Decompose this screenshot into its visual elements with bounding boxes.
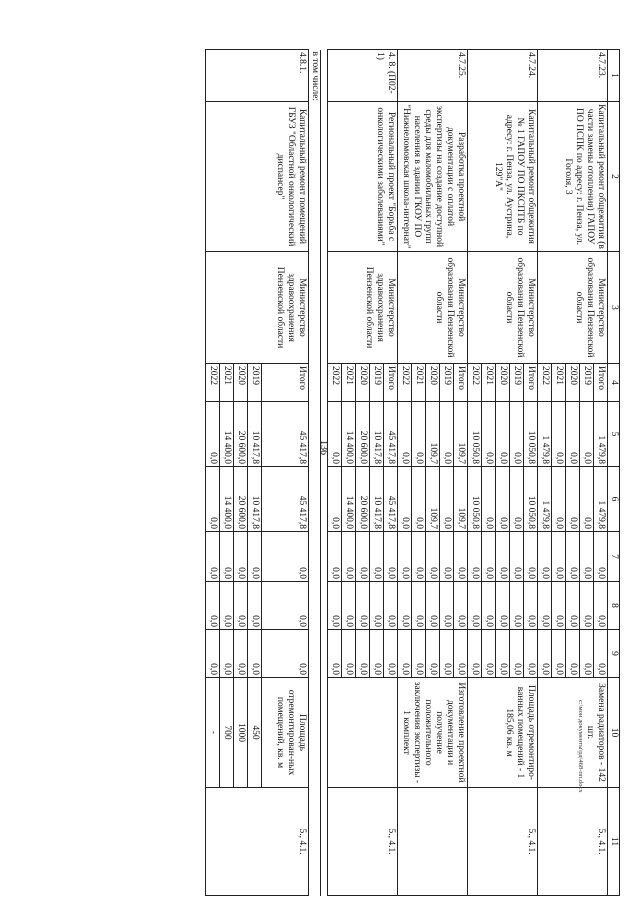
amount-cell: 0,0 bbox=[356, 532, 370, 582]
amount-cell: 0,0 bbox=[220, 532, 234, 582]
amount-cell: 0,0 bbox=[440, 402, 454, 467]
amount-cell: 0,0 bbox=[524, 532, 538, 582]
budget-table bbox=[205, 49, 620, 896]
amount-cell: 0,0 bbox=[370, 630, 384, 678]
year-cell: 2022 bbox=[398, 364, 412, 402]
year-cell: Итого bbox=[524, 364, 538, 402]
amount-cell: 0,0 bbox=[328, 532, 342, 582]
amount-cell: 0,0 bbox=[468, 582, 482, 630]
responsible-body: Министерство образования Пензенской области bbox=[398, 252, 468, 364]
year-cell: 2022 bbox=[206, 364, 220, 402]
row-number: 4.7.23. bbox=[538, 50, 608, 102]
amount-cell: 0,0 bbox=[206, 630, 220, 678]
responsible-body: Министерство образования Пензенской области bbox=[538, 252, 608, 364]
amount-cell: 0,0 bbox=[384, 582, 398, 630]
indicator-cell: Изготовление проектной документации и получение положительного заключения экспертизы - 1 комплект bbox=[398, 678, 468, 788]
amount-cell: 0,0 bbox=[510, 402, 524, 467]
amount-cell: 0,0 bbox=[580, 532, 594, 582]
amount-cell: 0,0 bbox=[594, 630, 608, 678]
year-cell: Итого bbox=[594, 364, 608, 402]
indicator-cell: 700 bbox=[220, 678, 234, 788]
col-header: 8 bbox=[608, 582, 620, 630]
year-cell: 2021 bbox=[412, 364, 426, 402]
amount-cell: 0,0 bbox=[552, 630, 566, 678]
amount-cell: 0,0 bbox=[384, 630, 398, 678]
amount-cell: 109,7 bbox=[426, 467, 440, 532]
year-cell: 2019 bbox=[248, 364, 262, 402]
year-cell: 2019 bbox=[440, 364, 454, 402]
subsection-label: в том числе: bbox=[310, 51, 320, 102]
reference-cell: 5., 4.1. bbox=[468, 788, 538, 896]
amount-cell: 0,0 bbox=[356, 630, 370, 678]
amount-cell: 0,0 bbox=[398, 582, 412, 630]
year-cell: Итого bbox=[384, 364, 398, 402]
amount-cell: 0,0 bbox=[206, 582, 220, 630]
amount-cell: 0,0 bbox=[454, 630, 468, 678]
amount-cell: 0,0 bbox=[262, 582, 309, 630]
amount-cell: 0,0 bbox=[248, 630, 262, 678]
amount-cell: 0,0 bbox=[496, 402, 510, 467]
year-cell: 2020 bbox=[496, 364, 510, 402]
amount-cell: 0,0 bbox=[384, 532, 398, 582]
amount-cell: 0,0 bbox=[538, 630, 552, 678]
amount-cell: 0,0 bbox=[342, 582, 356, 630]
table-row bbox=[524, 50, 538, 896]
indicator-cell: Площадь отремонтирован-ных помещений, кв. м bbox=[262, 678, 309, 788]
amount-cell: 10 050,8 bbox=[468, 467, 482, 532]
amount-cell: 45 417,8 bbox=[384, 402, 398, 467]
amount-cell: 0,0 bbox=[426, 582, 440, 630]
amount-cell: 1 479,8 bbox=[594, 467, 608, 532]
amount-cell: 0,0 bbox=[206, 532, 220, 582]
amount-cell: 1 479,8 bbox=[538, 467, 552, 532]
amount-cell: 0,0 bbox=[524, 582, 538, 630]
spacer-cell bbox=[321, 50, 328, 896]
amount-cell: 0,0 bbox=[566, 630, 580, 678]
amount-cell: 0,0 bbox=[482, 630, 496, 678]
amount-cell: 1 479,8 bbox=[538, 402, 552, 467]
amount-cell: 0,0 bbox=[496, 582, 510, 630]
col-header: 6 bbox=[608, 467, 620, 532]
amount-cell: 0,0 bbox=[412, 467, 426, 532]
amount-cell: 0,0 bbox=[440, 582, 454, 630]
amount-cell: 0,0 bbox=[342, 630, 356, 678]
indicator-cell: Площадь отремонтиро-ванных помещений - 1 185,06 кв. м bbox=[468, 678, 538, 788]
amount-cell: 10 417,8 bbox=[248, 467, 262, 532]
indicator-cell: 1000 bbox=[234, 678, 248, 788]
year-cell: 2020 bbox=[356, 364, 370, 402]
amount-cell: 0,0 bbox=[440, 532, 454, 582]
indicator-cell: Замена радиаторов - 142 шт. bbox=[538, 678, 608, 788]
row-number: 4.8.1. bbox=[206, 50, 309, 102]
footer-file-path: c:\мои документы\рд\468-пп.docx bbox=[577, 700, 584, 793]
amount-cell: 0,0 bbox=[510, 582, 524, 630]
responsible-body: Министерство образования Пензенской области bbox=[468, 252, 538, 364]
amount-cell: 0,0 bbox=[328, 582, 342, 630]
reference-cell: 5., 4.1. bbox=[328, 788, 398, 896]
year-cell: Итого bbox=[262, 364, 309, 402]
amount-cell: 0,0 bbox=[220, 630, 234, 678]
amount-cell: 0,0 bbox=[206, 467, 220, 532]
year-cell: 2019 bbox=[510, 364, 524, 402]
rotated-table-container bbox=[80, 49, 620, 895]
amount-cell: 0,0 bbox=[510, 532, 524, 582]
year-cell: 2020 bbox=[234, 364, 248, 402]
page-number: 136 bbox=[318, 440, 329, 455]
year-cell: 2022 bbox=[328, 364, 342, 402]
row-number: 4.7.25. bbox=[398, 50, 468, 102]
col-header: 2 bbox=[608, 102, 620, 252]
amount-cell: 0,0 bbox=[412, 630, 426, 678]
table-row bbox=[262, 50, 309, 896]
year-cell: Итого bbox=[454, 364, 468, 402]
col-header: 3 bbox=[608, 252, 620, 364]
amount-cell: 0,0 bbox=[552, 402, 566, 467]
amount-cell: 0,0 bbox=[566, 467, 580, 532]
amount-cell: 109,7 bbox=[454, 467, 468, 532]
row-number: 4.7.24. bbox=[468, 50, 538, 102]
amount-cell: 0,0 bbox=[524, 630, 538, 678]
year-cell: 2021 bbox=[482, 364, 496, 402]
table-row bbox=[384, 50, 398, 896]
amount-cell: 0,0 bbox=[398, 402, 412, 467]
amount-cell: 0,0 bbox=[262, 630, 309, 678]
amount-cell: 0,0 bbox=[482, 582, 496, 630]
amount-cell: 0,0 bbox=[482, 402, 496, 467]
amount-cell: 0,0 bbox=[262, 532, 309, 582]
amount-cell: 14 400,0 bbox=[342, 402, 356, 467]
amount-cell: 14 400,0 bbox=[220, 467, 234, 532]
reference-cell: 5., 4.1. bbox=[206, 788, 309, 896]
amount-cell: 14 400,0 bbox=[220, 402, 234, 467]
responsible-body: Министерство здравоохранения Пензенской области bbox=[206, 252, 309, 364]
table-row bbox=[454, 50, 468, 896]
amount-cell: 0,0 bbox=[426, 532, 440, 582]
amount-cell: 0,0 bbox=[440, 630, 454, 678]
amount-cell: 0,0 bbox=[248, 582, 262, 630]
amount-cell: 0,0 bbox=[566, 402, 580, 467]
amount-cell: 0,0 bbox=[482, 532, 496, 582]
amount-cell: 0,0 bbox=[496, 630, 510, 678]
amount-cell: 0,0 bbox=[496, 532, 510, 582]
amount-cell: 0,0 bbox=[510, 630, 524, 678]
amount-cell: 0,0 bbox=[454, 582, 468, 630]
row-number: 4. 8. (П02-1) bbox=[328, 50, 398, 102]
amount-cell: 20 600,0 bbox=[234, 402, 248, 467]
amount-cell: 0,0 bbox=[234, 532, 248, 582]
year-cell: 2019 bbox=[580, 364, 594, 402]
amount-cell: 0,0 bbox=[398, 630, 412, 678]
indicator-cell: 450 bbox=[248, 678, 262, 788]
amount-cell: 45 417,8 bbox=[262, 402, 309, 467]
amount-cell: 0,0 bbox=[248, 532, 262, 582]
amount-cell: 0,0 bbox=[398, 467, 412, 532]
amount-cell: 0,0 bbox=[468, 532, 482, 582]
col-header: 1 bbox=[608, 50, 620, 102]
amount-cell: 0,0 bbox=[594, 582, 608, 630]
header-row bbox=[608, 50, 620, 896]
amount-cell: 0,0 bbox=[454, 532, 468, 582]
amount-cell: 0,0 bbox=[234, 630, 248, 678]
col-header: 11 bbox=[608, 788, 620, 896]
col-header: 5 bbox=[608, 402, 620, 467]
amount-cell: 0,0 bbox=[566, 532, 580, 582]
reference-cell: 5., 4.1. bbox=[538, 788, 608, 896]
year-cell: 2021 bbox=[552, 364, 566, 402]
amount-cell: 10 417,8 bbox=[370, 402, 384, 467]
year-cell: 2021 bbox=[220, 364, 234, 402]
amount-cell: 0,0 bbox=[234, 582, 248, 630]
amount-cell: 20 600,0 bbox=[356, 467, 370, 532]
amount-cell: 0,0 bbox=[594, 532, 608, 582]
table-row bbox=[594, 50, 608, 896]
amount-cell: 109,7 bbox=[454, 402, 468, 467]
subsection-label-row bbox=[309, 50, 321, 896]
amount-cell: 0,0 bbox=[552, 532, 566, 582]
amount-cell: 0,0 bbox=[440, 467, 454, 532]
amount-cell: 0,0 bbox=[580, 582, 594, 630]
amount-cell: 0,0 bbox=[206, 402, 220, 467]
col-header: 7 bbox=[608, 532, 620, 582]
amount-cell: 10 050,8 bbox=[524, 467, 538, 532]
spacer-row bbox=[321, 50, 328, 896]
amount-cell: 0,0 bbox=[580, 402, 594, 467]
amount-cell: 0,0 bbox=[398, 532, 412, 582]
amount-cell: 10 050,8 bbox=[468, 402, 482, 467]
amount-cell: 0,0 bbox=[370, 532, 384, 582]
activity-name: Капитальный ремонт общежития (в части замены отопления) ГАПОУ ПО ПСПК по адресу: г. Пенза, ул. Гоголя, 3 bbox=[538, 102, 608, 252]
amount-cell: 0,0 bbox=[328, 630, 342, 678]
activity-name: Разработка проектной документации с оплатой экспертизы на создание доступной среды для маломобильных групп населения в здании ГКОУ ПО "Нижнеломовская школа-интернат" bbox=[398, 102, 468, 252]
year-cell: 2021 bbox=[342, 364, 356, 402]
amount-cell: 0,0 bbox=[496, 467, 510, 532]
activity-name: Капитальный ремонт общежития № 1 ГАПОУ ПО ПКСПТБ по адресу: г. Пенза, ул. Аустрина, 129"А" bbox=[468, 102, 538, 252]
amount-cell: 0,0 bbox=[538, 582, 552, 630]
amount-cell: 10 417,8 bbox=[370, 467, 384, 532]
amount-cell: 0,0 bbox=[580, 467, 594, 532]
indicator-cell: - bbox=[206, 678, 220, 788]
amount-cell: 0,0 bbox=[510, 467, 524, 532]
amount-cell: 10 417,8 bbox=[248, 402, 262, 467]
amount-cell: 0,0 bbox=[538, 532, 552, 582]
amount-cell: 20 600,0 bbox=[234, 467, 248, 532]
amount-cell: 0,0 bbox=[328, 402, 342, 467]
amount-cell: 10 050,8 bbox=[524, 402, 538, 467]
col-header: 9 bbox=[608, 630, 620, 678]
amount-cell: 45 417,8 bbox=[262, 467, 309, 532]
year-cell: 2019 bbox=[370, 364, 384, 402]
amount-cell: 109,7 bbox=[426, 402, 440, 467]
activity-name: Капитальный ремонт помещений ГБУЗ "Областной онкологический диспансер" bbox=[206, 102, 309, 252]
amount-cell: 0,0 bbox=[220, 582, 234, 630]
amount-cell: 0,0 bbox=[412, 582, 426, 630]
amount-cell: 45 417,8 bbox=[384, 467, 398, 532]
amount-cell: 14 400,0 bbox=[342, 467, 356, 532]
year-cell: 2022 bbox=[468, 364, 482, 402]
year-cell: 2020 bbox=[566, 364, 580, 402]
col-header: 4 bbox=[608, 364, 620, 402]
amount-cell: 0,0 bbox=[580, 630, 594, 678]
amount-cell: 0,0 bbox=[482, 467, 496, 532]
amount-cell: 0,0 bbox=[552, 467, 566, 532]
amount-cell: 0,0 bbox=[370, 582, 384, 630]
amount-cell: 0,0 bbox=[356, 582, 370, 630]
activity-name: Региональный проект "Борьба с онкологическими заболеваниями" bbox=[328, 102, 398, 252]
amount-cell: 0,0 bbox=[412, 402, 426, 467]
col-header: 10 bbox=[608, 678, 620, 788]
amount-cell: 0,0 bbox=[328, 467, 342, 532]
indicator-cell bbox=[328, 678, 398, 788]
reference-cell bbox=[398, 788, 468, 896]
year-cell: 2022 bbox=[538, 364, 552, 402]
amount-cell: 0,0 bbox=[468, 630, 482, 678]
amount-cell: 0,0 bbox=[342, 532, 356, 582]
amount-cell: 20 600,0 bbox=[356, 402, 370, 467]
amount-cell: 0,0 bbox=[426, 630, 440, 678]
amount-cell: 0,0 bbox=[566, 582, 580, 630]
amount-cell: 1 479,8 bbox=[594, 402, 608, 467]
year-cell: 2020 bbox=[426, 364, 440, 402]
responsible-body: Министерство здравоохранения Пензенской области bbox=[328, 252, 398, 364]
amount-cell: 0,0 bbox=[552, 582, 566, 630]
amount-cell: 0,0 bbox=[412, 532, 426, 582]
